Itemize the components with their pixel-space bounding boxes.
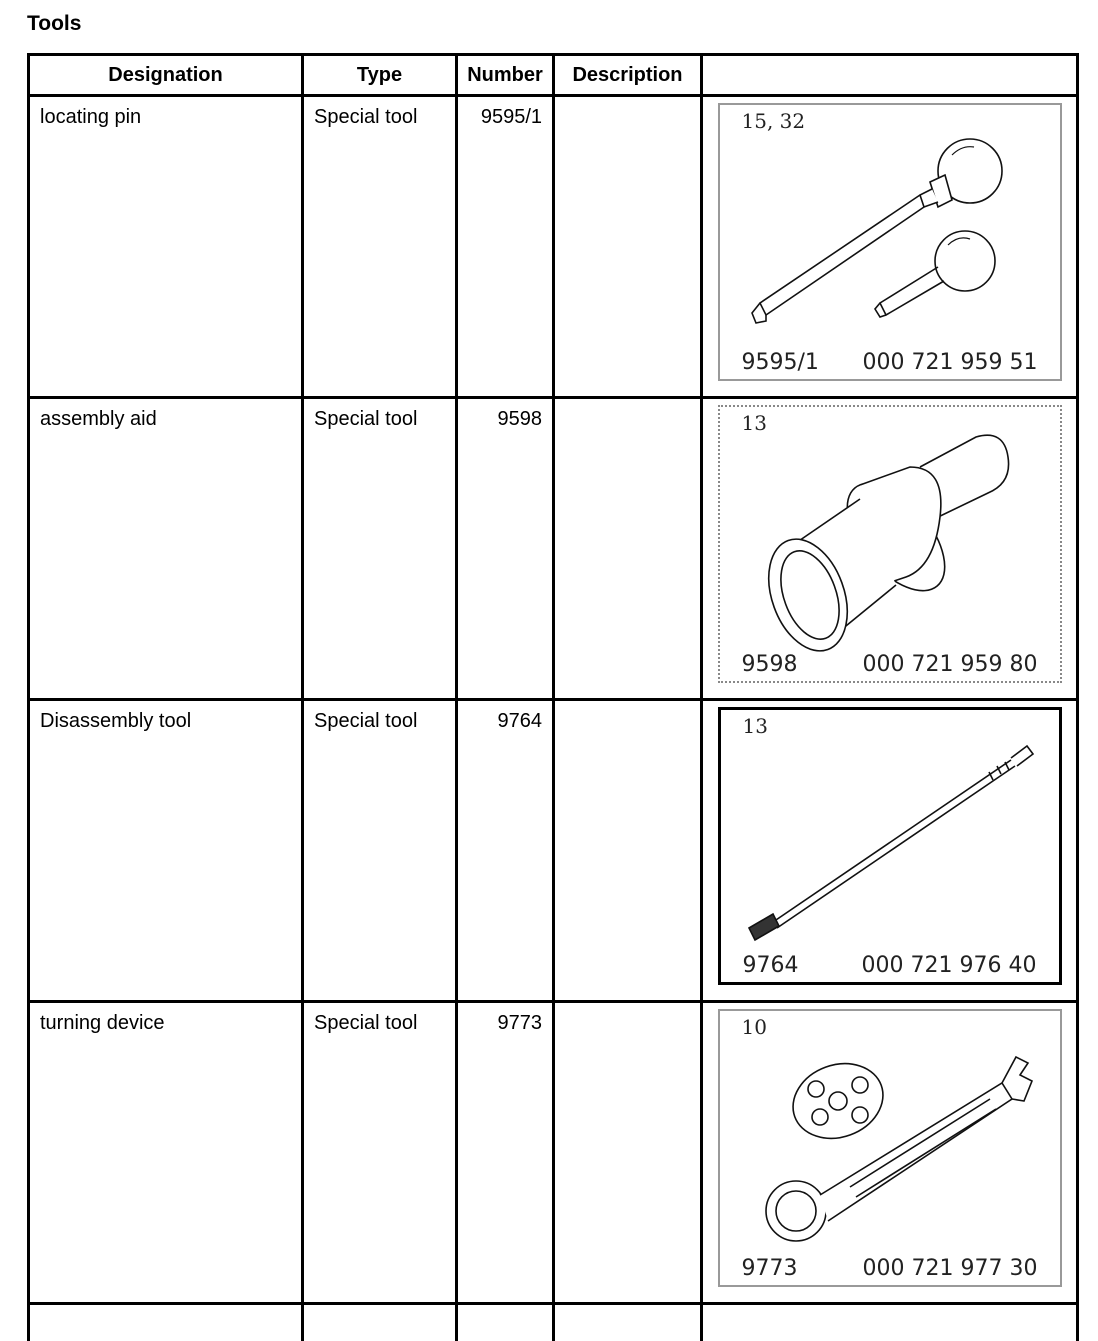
cell-empty [702, 1304, 1078, 1341]
cell-number: 9764 [457, 700, 554, 1002]
assembly-aid-drawing-icon [720, 407, 1060, 681]
header-type: Type [303, 55, 457, 96]
cell-empty [29, 1304, 303, 1341]
cell-description [554, 398, 702, 700]
tool-image [718, 405, 1062, 683]
quantity-label: 13 [742, 411, 767, 435]
cell-empty [554, 1304, 702, 1341]
header-description: Description [554, 55, 702, 96]
tools-table [27, 53, 1079, 1341]
tool-number-label: 9598 [742, 652, 798, 677]
table-row [29, 1002, 1078, 1304]
cell-empty [457, 1304, 554, 1341]
cell-image [702, 1002, 1078, 1304]
cell-designation: turning device [29, 1002, 303, 1304]
turning-device-drawing-icon [720, 1011, 1060, 1285]
part-number-label: 000 721 976 40 [862, 953, 1037, 978]
cell-image [702, 700, 1078, 1002]
cell-number: 9595/1 [457, 96, 554, 398]
cell-type: Special tool [303, 1002, 457, 1304]
cell-empty [303, 1304, 457, 1341]
cell-type: Special tool [303, 398, 457, 700]
cell-description [554, 700, 702, 1002]
header-image [702, 55, 1078, 96]
part-number-label: 000 721 959 51 [863, 350, 1038, 375]
header-number: Number [457, 55, 554, 96]
tool-image [718, 707, 1062, 985]
table-row [29, 96, 1078, 398]
table-row [29, 700, 1078, 1002]
cell-description [554, 1002, 702, 1304]
cell-designation: Disassembly tool [29, 700, 303, 1002]
cell-type: Special tool [303, 700, 457, 1002]
tool-image [718, 1009, 1062, 1287]
cell-number: 9773 [457, 1002, 554, 1304]
cell-number: 9598 [457, 398, 554, 700]
table-row [29, 398, 1078, 700]
cell-image [702, 96, 1078, 398]
part-number-label: 000 721 959 80 [863, 652, 1038, 677]
cell-image [702, 398, 1078, 700]
disassembly-tool-drawing-icon [721, 710, 1059, 982]
header-designation: Designation [29, 55, 303, 96]
tool-number-label: 9773 [742, 1256, 798, 1281]
table-header-row [29, 55, 1078, 96]
tool-number-label: 9595/1 [742, 350, 819, 375]
tool-image [718, 103, 1062, 381]
quantity-label: 13 [743, 714, 768, 738]
part-number-label: 000 721 977 30 [863, 1256, 1038, 1281]
cell-type: Special tool [303, 96, 457, 398]
cell-description [554, 96, 702, 398]
page-title: Tools [27, 12, 81, 36]
cell-designation: assembly aid [29, 398, 303, 700]
quantity-label: 15, 32 [742, 109, 806, 133]
cell-designation: locating pin [29, 96, 303, 398]
quantity-label: 10 [742, 1015, 767, 1039]
table-row-partial [29, 1304, 1078, 1341]
locating-pin-drawing-icon [720, 105, 1060, 379]
tool-number-label: 9764 [743, 953, 799, 978]
